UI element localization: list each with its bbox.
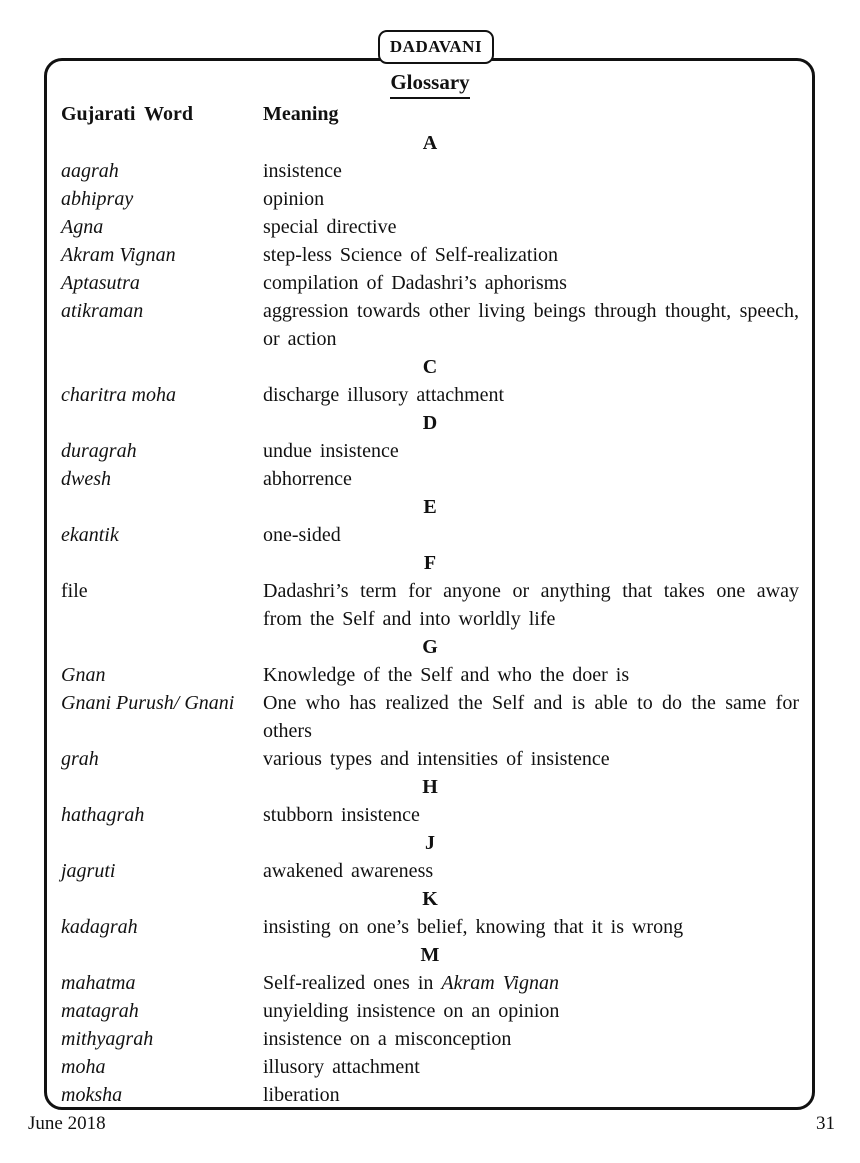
meaning-text xyxy=(263,745,799,773)
meaning-segment-italic: Akram Vignan xyxy=(441,972,559,994)
meaning-segment: abhorrence xyxy=(263,468,352,490)
gujarati-word: grah xyxy=(61,748,99,770)
meaning-segment: insistence on a misconception xyxy=(263,1028,512,1050)
meaning-text xyxy=(263,1053,799,1081)
gujarati-word: jagruti xyxy=(61,860,116,882)
glossary-entry xyxy=(61,241,799,269)
glossary-entry xyxy=(61,969,799,997)
title-row xyxy=(61,68,799,99)
meaning-segment: discharge illusory attachment xyxy=(263,384,505,406)
gujarati-word: hathagrah xyxy=(61,804,145,826)
gujarati-word: Gnan xyxy=(61,664,106,686)
gujarati-word: Aptasutra xyxy=(61,272,140,294)
glossary-entry xyxy=(61,465,799,493)
gujarati-word: kadagrah xyxy=(61,916,138,938)
glossary-body xyxy=(61,129,799,1109)
meaning-text xyxy=(263,269,799,297)
meaning-text xyxy=(263,913,799,941)
footer-issue-date: June 2018 xyxy=(28,1113,106,1134)
meaning-text xyxy=(263,465,799,493)
gujarati-word: atikraman xyxy=(61,300,144,322)
glossary-entry xyxy=(61,661,799,689)
meaning-segment: insistence xyxy=(263,160,342,182)
glossary-entry xyxy=(61,297,799,353)
meaning-segment: undue insistence xyxy=(263,440,399,462)
meaning-text xyxy=(263,577,799,633)
glossary-entry xyxy=(61,185,799,213)
meaning-segment: aggression towards other living beings through thought, speech, or action xyxy=(263,300,799,350)
meaning-segment: special directive xyxy=(263,216,397,238)
meaning-segment: illusory attachment xyxy=(263,1056,420,1078)
gujarati-word: abhipray xyxy=(61,188,134,210)
column-headers xyxy=(61,99,799,129)
section-letter-K: K xyxy=(422,888,438,910)
gujarati-word: charitra moha xyxy=(61,384,176,406)
meaning-text xyxy=(263,801,799,829)
section-letter-A: A xyxy=(422,132,438,154)
meaning-text xyxy=(263,381,799,409)
section-letter-E: E xyxy=(423,496,437,518)
gujarati-word: moha xyxy=(61,1056,106,1078)
meaning-text xyxy=(263,437,799,465)
glossary-entry xyxy=(61,213,799,241)
gujarati-word: file xyxy=(61,580,88,602)
glossary-entry xyxy=(61,689,799,745)
glossary-entry xyxy=(61,801,799,829)
meaning-segment: liberation xyxy=(263,1084,340,1106)
meaning-segment: unyielding insistence on an opinion xyxy=(263,1000,560,1022)
glossary-entry xyxy=(61,1053,799,1081)
meaning-segment: various types and intensities of insistence xyxy=(263,748,610,770)
glossary-entry xyxy=(61,521,799,549)
meaning-text xyxy=(263,241,799,269)
meaning-text xyxy=(263,297,799,353)
glossary-entry xyxy=(61,1081,799,1109)
gujarati-word: ekantik xyxy=(61,524,119,546)
meaning-segment: One who has realized the Self and is able to do the same for others xyxy=(263,692,799,742)
meaning-text xyxy=(263,1025,799,1053)
glossary-entry xyxy=(61,437,799,465)
footer-page-number: 31 xyxy=(816,1113,835,1134)
gujarati-word: duragrah xyxy=(61,440,137,462)
gujarati-word: Akram Vignan xyxy=(61,244,176,266)
gujarati-word: aagrah xyxy=(61,160,119,182)
meaning-text xyxy=(263,857,799,885)
gujarati-word: moksha xyxy=(61,1084,123,1106)
meaning-text xyxy=(263,157,799,185)
glossary-entry xyxy=(61,997,799,1025)
meaning-text xyxy=(263,185,799,213)
meaning-segment: opinion xyxy=(263,188,325,210)
meaning-text xyxy=(263,997,799,1025)
glossary-entry xyxy=(61,381,799,409)
glossary-box xyxy=(44,58,815,1110)
page-footer xyxy=(28,1112,835,1136)
meaning-segment: insisting on one’s belief, knowing that it is wrong xyxy=(263,916,684,938)
gujarati-word: mahatma xyxy=(61,972,136,994)
meaning-segment: stubborn insistence xyxy=(263,804,420,826)
glossary-entry xyxy=(61,1025,799,1053)
page-title: Glossary xyxy=(390,68,469,99)
section-letter-G: G xyxy=(422,636,438,658)
meaning-text xyxy=(263,689,799,745)
meaning-text xyxy=(263,661,799,689)
glossary-entry xyxy=(61,745,799,773)
meaning-text xyxy=(263,521,799,549)
section-letter-F: F xyxy=(423,552,437,574)
section-letter-J: J xyxy=(425,832,435,854)
meaning-segment: compilation of Dadashri’s aphorisms xyxy=(263,272,567,294)
meaning-segment: Self-realized ones in xyxy=(263,972,442,994)
meaning-segment: awakened awareness xyxy=(263,860,434,882)
meaning-segment: Dadashri’s term for anyone or anything that takes one away from the Self and into worldly life xyxy=(263,580,799,630)
meaning-segment: Knowledge of the Self and who the doer is xyxy=(263,664,630,686)
meaning-text xyxy=(263,1081,799,1109)
glossary-entry xyxy=(61,577,799,633)
meaning-segment: one-sided xyxy=(263,524,341,546)
gujarati-word: Agna xyxy=(61,216,104,238)
gujarati-word: Gnani Purush/ Gnani xyxy=(61,692,235,714)
glossary-entry xyxy=(61,269,799,297)
gujarati-word: mithyagrah xyxy=(61,1028,154,1050)
glossary-entry xyxy=(61,157,799,185)
gujarati-word: matagrah xyxy=(61,1000,139,1022)
section-letter-D: D xyxy=(422,412,438,434)
glossary-entry xyxy=(61,857,799,885)
magazine-title-badge: DADAVANI xyxy=(378,30,494,64)
meaning-text xyxy=(263,969,799,997)
meaning-text xyxy=(263,213,799,241)
section-letter-H: H xyxy=(422,776,438,798)
glossary-entry xyxy=(61,913,799,941)
column-header-meaning: Meaning xyxy=(263,103,339,125)
section-letter-M: M xyxy=(420,944,440,966)
column-header-gujarati-word: Gujarati Word xyxy=(61,103,193,125)
gujarati-word: dwesh xyxy=(61,468,111,490)
meaning-segment: step-less Science of Self-realization xyxy=(263,244,558,266)
section-letter-C: C xyxy=(422,356,438,378)
